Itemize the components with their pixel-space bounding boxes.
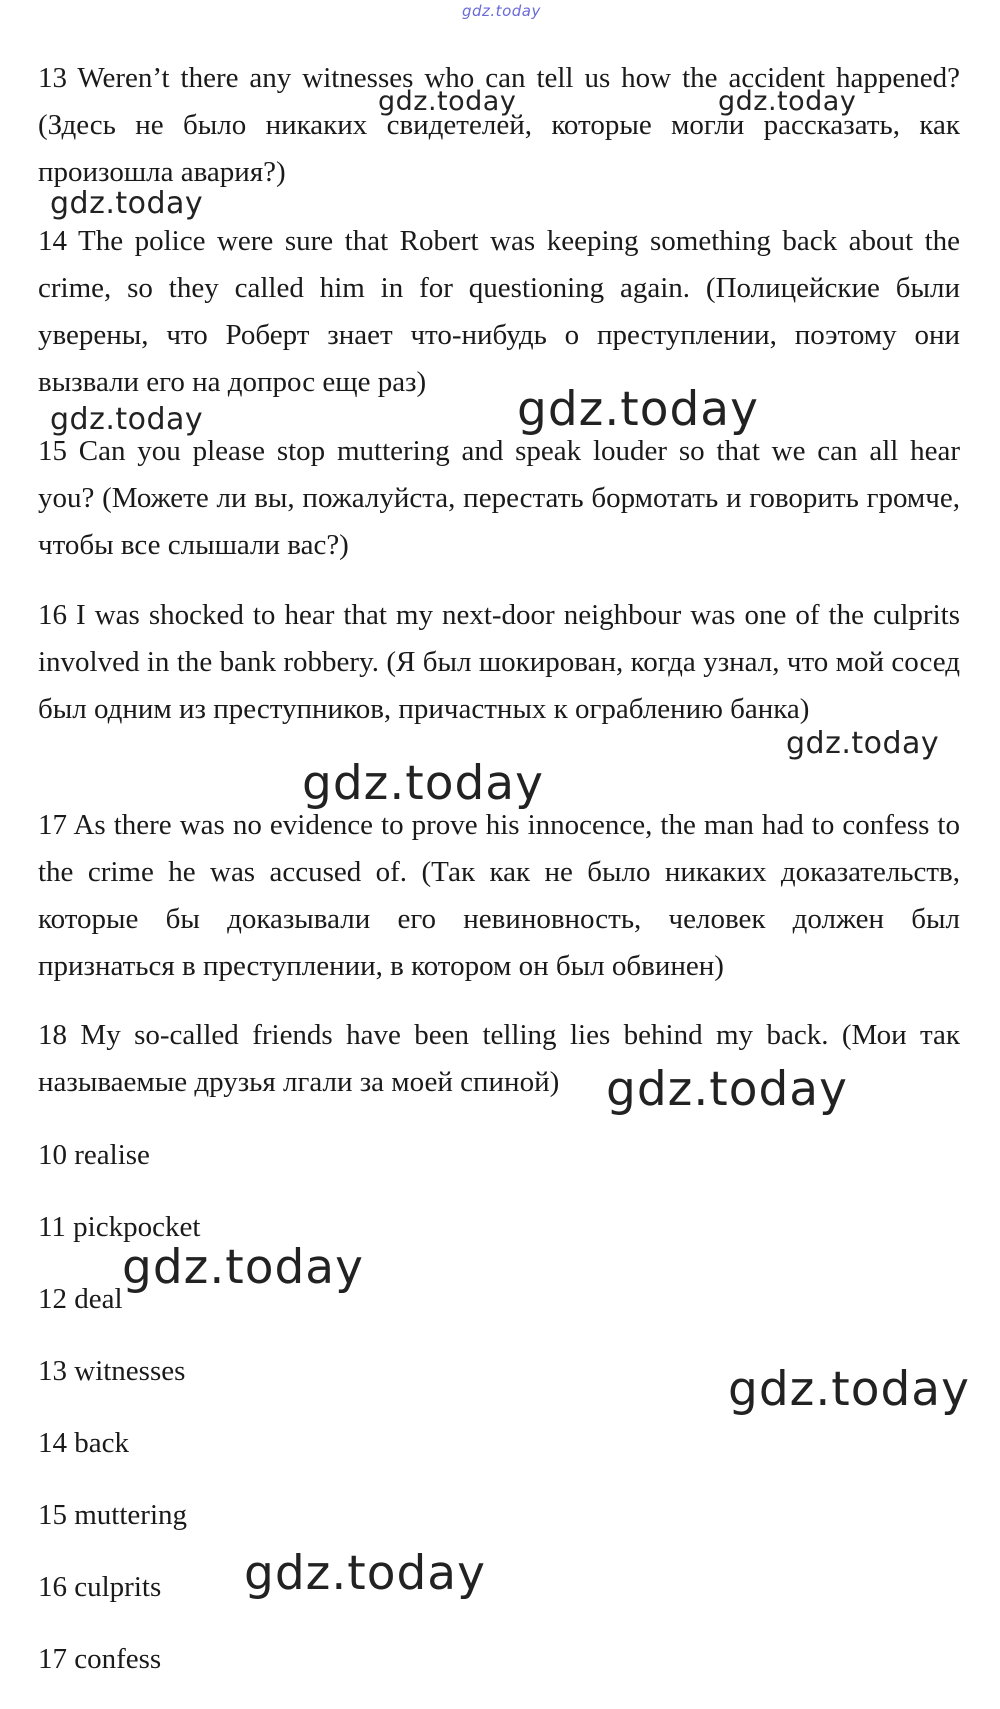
watermark: gdz.today	[378, 86, 517, 117]
watermark: gdz.today	[244, 1546, 486, 1601]
paragraph-17: 17 As there was no evidence to prove his innocence, the man had to confess to the crime he was accused of. (Так как не было никаких доказательств, которые бы доказывали его невиновность, человек должен был признаться в преступлении, в котором он был обвинен)	[38, 809, 960, 982]
answer-14: 14 back	[38, 1427, 129, 1459]
answer-11: 11 pickpocket	[38, 1211, 201, 1243]
watermark: gdz.today	[122, 1240, 364, 1295]
watermark: gdz.today	[786, 726, 940, 761]
answer-13: 13 witnesses	[38, 1355, 186, 1387]
watermark: gdz.today	[462, 2, 541, 20]
paragraph-18: 18 My so-called friends have been telling lies behind my back. (Мои так называемые друзья лгали за моей спиной)	[38, 1019, 960, 1098]
watermark: gdz.today	[50, 186, 204, 221]
answer-16: 16 culprits	[38, 1571, 162, 1603]
paragraph-13: 13 Weren’t there any witnesses who can tell us how the accident happened? (Здесь не было никаких свидетелей, которые могли рассказать, как произошла авария?)	[38, 62, 960, 188]
paragraph-16: 16 I was shocked to hear that my next-door neighbour was one of the culprits involved in the bank robbery. (Я был шокирован, когда узнал, что мой сосед был одним из преступников, причастных к ограблению банка)	[38, 599, 960, 725]
answer-10: 10 realise	[38, 1139, 150, 1171]
watermark: gdz.today	[302, 756, 544, 811]
watermark: gdz.today	[728, 1362, 970, 1417]
watermark: gdz.today	[718, 86, 857, 117]
watermark: gdz.today	[50, 402, 204, 437]
paragraph-15: 15 Can you please stop muttering and speak louder so that we can all hear you? (Можете ли вы, пожалуйста, перестать бормотать и говорить громче, чтобы все слышали вас?)	[38, 435, 960, 561]
watermark: gdz.today	[517, 382, 759, 437]
answer-17: 17 confess	[38, 1643, 162, 1675]
answer-12: 12 deal	[38, 1283, 123, 1315]
answer-15: 15 muttering	[38, 1499, 188, 1531]
watermark: gdz.today	[606, 1062, 848, 1117]
paragraph-14: 14 The police were sure that Robert was keeping something back about the crime, so they called him in for questioning again. (Полицейские были уверены, что Роберт знает что-нибудь о преступлении, поэтому они вызвали его на допрос еще раз)	[38, 225, 960, 398]
